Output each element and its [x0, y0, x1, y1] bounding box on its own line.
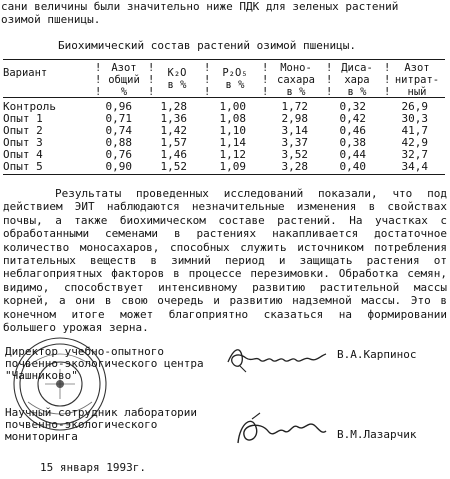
cell-total-nitrogen: 0,90	[105, 160, 132, 173]
header-line: в %	[347, 86, 367, 98]
header-p2o5	[213, 67, 257, 91]
header-line: в %	[167, 79, 187, 91]
header-line: Моно-	[280, 62, 312, 74]
table-bottom-rule	[3, 174, 445, 175]
table-caption: Биохимический состав растений озимой пшеницы.	[58, 39, 357, 52]
researcher-name: В.М.Лазарчик	[337, 428, 417, 441]
header-line: общий	[108, 74, 140, 86]
director-title-line-2: почвенно-экологического центра	[5, 357, 204, 370]
header-variant-text: Вариант	[3, 67, 48, 79]
cell-p2o5: 1,08	[219, 112, 246, 125]
intro-line-1: сани величины были значительно ниже ПДК для зеленых растений	[1, 0, 399, 13]
cell-monosaccharides: 3,52	[281, 148, 308, 161]
researcher-signature-icon	[230, 405, 330, 455]
header-line: Азот	[404, 62, 430, 74]
cell-total-nitrogen: 0,88	[105, 136, 132, 149]
researcher-title-line-1: Научный сотрудник лаборатории	[5, 406, 198, 419]
researcher-title-line-2: почвенно-экологического	[5, 418, 158, 431]
cell-disaccharides: 0,40	[339, 160, 366, 173]
row-label: Опыт 5	[3, 160, 43, 173]
cell-k2o: 1,52	[160, 160, 187, 173]
header-monosaccharides	[269, 62, 323, 98]
cell-monosaccharides: 3,28	[281, 160, 308, 173]
cell-nitrate-nitrogen: 32,7	[401, 148, 428, 161]
director-title-line-3: "Чашниково"	[5, 369, 78, 382]
cell-disaccharides: 0,46	[339, 124, 366, 137]
cell-total-nitrogen: 0,74	[105, 124, 132, 137]
header-total-nitrogen	[102, 62, 146, 98]
header-line: сахара	[277, 74, 315, 86]
cell-disaccharides: 0,42	[339, 112, 366, 125]
director-title-line-1: Директор учебно-опытного	[5, 345, 164, 358]
cell-nitrate-nitrogen: 42,9	[401, 136, 428, 149]
header-separator: ! ! !	[384, 62, 391, 98]
header-line: Азот	[111, 62, 137, 74]
director-name: В.А.Карпинос	[337, 348, 417, 361]
row-label: Опыт 2	[3, 124, 43, 137]
cell-disaccharides: 0,44	[339, 148, 366, 161]
cell-p2o5: 1,00	[219, 100, 246, 113]
cell-total-nitrogen: 0,71	[105, 112, 132, 125]
director-signature-icon	[222, 338, 332, 378]
row-label: Опыт 3	[3, 136, 43, 149]
cell-p2o5: 1,12	[219, 148, 246, 161]
row-label: Опыт 4	[3, 148, 43, 161]
header-line: ный	[407, 86, 427, 98]
cell-total-nitrogen: 0,76	[105, 148, 132, 161]
cell-nitrate-nitrogen: 41,7	[401, 124, 428, 137]
row-label: Опыт 1	[3, 112, 43, 125]
header-variant	[3, 67, 73, 79]
cell-k2o: 1,28	[160, 100, 187, 113]
cell-total-nitrogen: 0,96	[105, 100, 132, 113]
cell-nitrate-nitrogen: 34,4	[401, 160, 428, 173]
intro-line-2: озимой пшеницы.	[1, 13, 101, 26]
cell-monosaccharides: 3,37	[281, 136, 308, 149]
header-disaccharides	[333, 62, 381, 98]
header-line: нитрат-	[394, 74, 440, 86]
header-line: в %	[225, 79, 245, 91]
cell-monosaccharides: 1,72	[281, 100, 308, 113]
header-separator: ! ! !	[262, 62, 269, 98]
header-line: %	[120, 86, 128, 98]
header-separator: ! ! !	[148, 62, 155, 98]
header-nitrate-nitrogen	[388, 62, 446, 98]
cell-k2o: 1,57	[160, 136, 187, 149]
document-date: 15 января 1993г.	[40, 461, 146, 474]
cell-monosaccharides: 3,14	[281, 124, 308, 137]
header-line: в %	[286, 86, 306, 98]
header-separator: ! ! !	[326, 62, 333, 98]
cell-k2o: 1,42	[160, 124, 187, 137]
header-separator: ! ! !	[95, 62, 102, 98]
cell-monosaccharides: 2,98	[281, 112, 308, 125]
header-line: K₂O	[167, 67, 187, 79]
cell-p2o5: 1,14	[219, 136, 246, 149]
table-top-rule	[3, 59, 445, 60]
cell-p2o5: 1,09	[219, 160, 246, 173]
header-k2o	[155, 67, 199, 91]
body-paragraph: Результаты проведенных исследований показали, что под действием ЭИТ наблюдаются незначительные изменения в свойствах почвы, а также биохимическом составе растений. На участках с обработанными семенами в растениях накапливается достаточное количество моносахаров, способных служить источником потребления питательных веществ в зимний период и защищать растения от неблагоприятных факторов в процессе перезимовки. Обработка семян, видимо, способствует интенсивному развитию растительной массы корней, а они в свою очередь и развитию надземной массы. Это в конечном итоге может благоприятно сказаться на формировании большего урожая зерна.	[3, 187, 447, 335]
cell-disaccharides: 0,38	[339, 136, 366, 149]
header-line: хара	[344, 74, 370, 86]
cell-disaccharides: 0,32	[339, 100, 366, 113]
cell-p2o5: 1,10	[219, 124, 246, 137]
cell-nitrate-nitrogen: 30,3	[401, 112, 428, 125]
row-label: Контроль	[3, 100, 56, 113]
header-line: P₂O₅	[222, 67, 248, 79]
cell-nitrate-nitrogen: 26,9	[401, 100, 428, 113]
header-line: Диса-	[341, 62, 373, 74]
researcher-title-line-3: мониторинга	[5, 430, 78, 443]
cell-k2o: 1,46	[160, 148, 187, 161]
header-separator: ! ! !	[204, 62, 211, 98]
cell-k2o: 1,36	[160, 112, 187, 125]
